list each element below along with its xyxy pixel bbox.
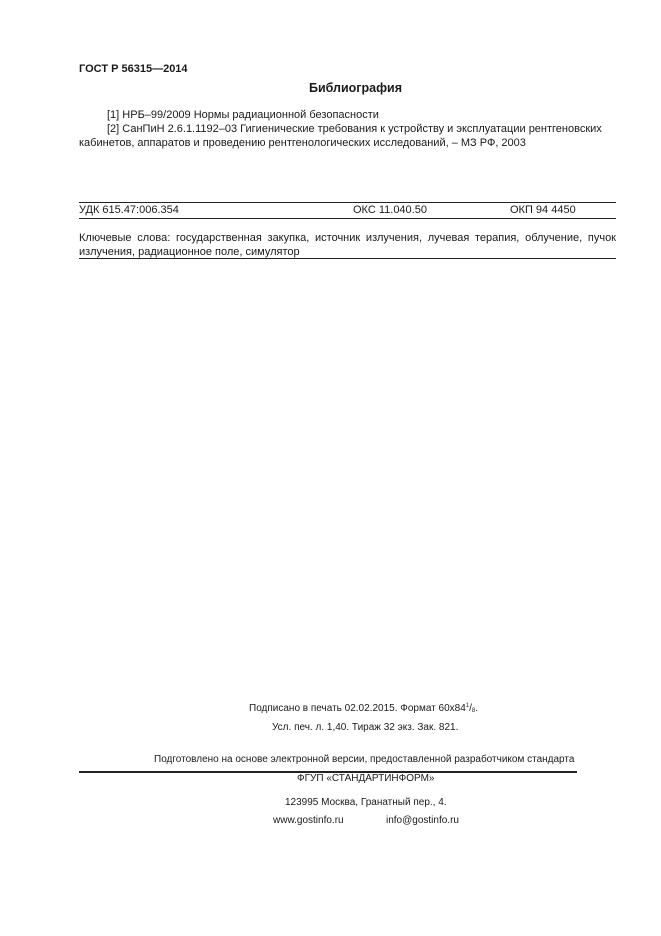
oks-code: ОКС 11.040.50	[353, 204, 427, 216]
keywords: Ключевые слова: государственная закупка, источник излучения, лучевая терапия, облучение, пучок излучения, радиационное поле, симулятор	[79, 232, 616, 258]
website-link[interactable]: www.gostinfo.ru	[273, 815, 344, 826]
prepared-note: Подготовлено на основе электронной версии, предоставленной разработчиком стандарта	[154, 754, 575, 765]
divider	[79, 218, 616, 219]
bibliography-item-1: [1] НРБ–99/2009 Нормы радиационной безопасности	[107, 109, 379, 121]
okp-code: ОКП 94 4450	[510, 204, 576, 216]
divider	[79, 202, 616, 203]
print-details: Усл. печ. л. 1,40. Тираж 32 экз. Зак. 821.	[272, 722, 459, 733]
signed-for-print: Подписано в печать 02.02.2015. Формат $60x84^1/_8$.	[249, 703, 479, 714]
email-link[interactable]: info@gostinfo.ru	[386, 815, 459, 826]
bibliography-item-2: [2] СанПиН 2.6.1.1192–03 Гигиенические требования к устройству и эксплуатации рентгеновских	[107, 123, 602, 135]
format-numerator: 1	[465, 703, 470, 709]
format-denominator: 8	[471, 708, 476, 714]
udk-code: УДК 615.47:006.354	[79, 204, 179, 216]
divider	[79, 258, 616, 259]
publisher-address: 123995 Москва, Гранатный пер., 4.	[285, 797, 447, 808]
standard-number: ГОСТ Р 56315—2014	[79, 63, 188, 75]
format-end: .	[475, 703, 479, 714]
publisher: ФГУП «СТАНДАРТИНФОРМ»	[297, 773, 435, 784]
signed-text: Подписано в печать 02.02.2015. Формат 60x84	[249, 703, 466, 714]
bibliography-item-2-continued: кабинетов, аппаратов и проведению рентгенологических исследований, – МЗ РФ, 2003	[79, 137, 526, 149]
page-title: Библиография	[308, 81, 403, 95]
